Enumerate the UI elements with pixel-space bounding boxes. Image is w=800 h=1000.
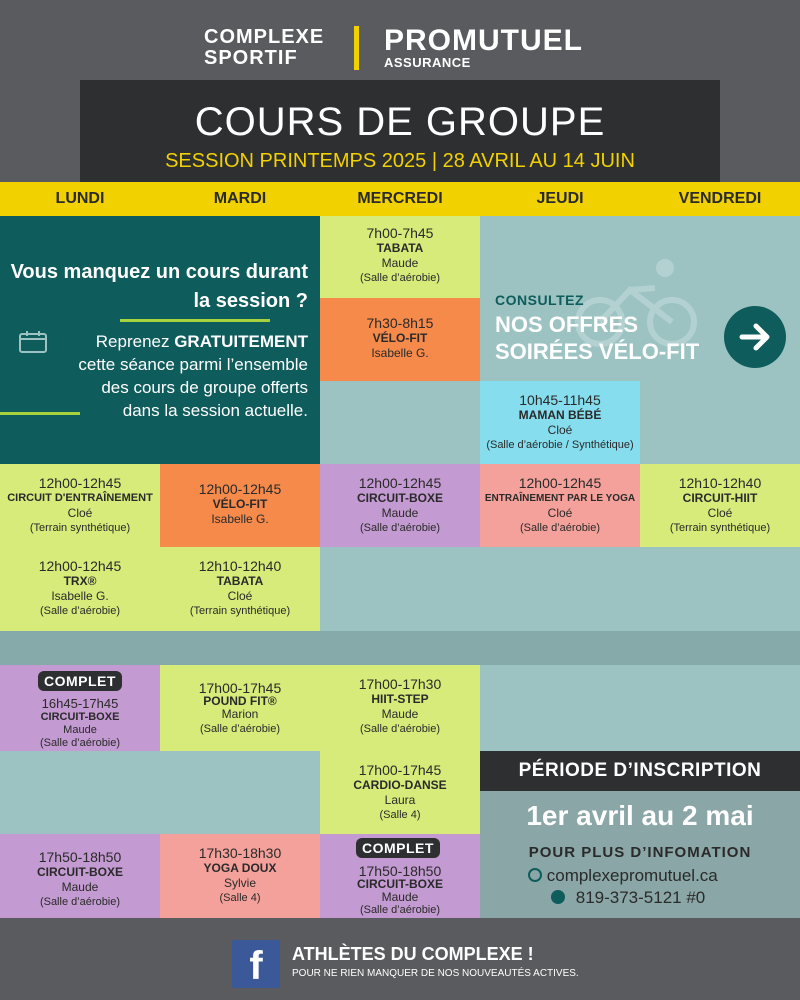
class-time: 17h00-17h30 [358,676,442,692]
logo-left-line-2: SPORTIF [204,47,298,69]
class-room: (Salle d’aérobie) [359,522,441,534]
class-coach: Sylvie [223,876,256,890]
class-coach: Cloé [707,506,733,520]
class-cell[interactable] [0,834,160,918]
promo-lead: Reprenez [95,332,175,351]
class-cell[interactable] [320,298,480,381]
class-name: POUND FIT® [203,694,277,708]
arrow-right-icon [724,306,786,368]
day-vendredi: VENDREDI [678,190,762,207]
offer-label: CONSULTEZ [495,292,585,308]
promo-lead-bold: GRATUITEMENT [174,332,308,351]
class-room: (Salle d’aérobie) [199,723,281,735]
class-cell[interactable] [480,381,640,464]
class-time: 12h10-12h40 [198,558,282,574]
logo-complexe-sportif [204,27,324,69]
registration-date: 1er avril au 2 mai [526,800,754,831]
day-mercredi: MERCREDI [357,190,443,207]
class-room: (Salle 4) [379,809,421,821]
promo-body [0,330,308,422]
day-jeudi: JEUDI [536,190,584,207]
class-time: 17h50-18h50 [358,863,442,879]
class-cell[interactable] [160,665,320,751]
phone-icon [551,890,565,904]
logo-left-line-1: COMPLEXE [204,26,325,48]
globe-icon [528,868,542,882]
class-name: VÉLO-FIT [372,331,428,345]
phone-row[interactable] [551,888,705,908]
class-time: 12h00-12h45 [198,481,282,497]
class-room: (Salle 4) [219,892,261,904]
logo-promutuel: PROMUTUEL [384,24,583,57]
complet-badge: COMPLET [356,838,440,858]
footer-title[interactable]: ATHLÈTES DU COMPLEXE ! [292,944,534,964]
class-name: CARDIO-DANSE [353,778,447,792]
class-cell[interactable] [0,547,160,631]
class-cell[interactable] [0,464,160,547]
complet-badge: COMPLET [38,671,122,691]
class-room: (Terrain synthétique) [669,522,771,534]
facebook-icon[interactable]: f [232,940,280,988]
class-name: CIRCUIT-BOXE [40,711,120,723]
promo-underline [120,319,270,322]
class-cell[interactable] [320,665,480,751]
class-name: CIRCUIT D'ENTRAÎNEMENT [7,492,153,504]
class-coach: Maude [381,256,419,270]
logo-assurance: ASSURANCE [384,55,471,70]
class-coach: Isabelle G. [211,512,269,526]
day-lundi: LUNDI [55,190,105,207]
class-room: (Salle d’aérobie) [39,737,121,749]
class-room: (Salle d’aérobie) [519,522,601,534]
class-time: 12h00-12h45 [358,475,442,491]
class-cell[interactable] [320,751,480,834]
class-name: CIRCUIT-BOXE [356,877,443,891]
class-room: (Salle d’aérobie) [359,723,441,735]
class-time: 17h30-18h30 [198,845,282,861]
class-time: 12h00-12h45 [518,475,602,491]
registration-info-label: POUR PLUS D’INFOMATION [528,844,752,861]
promo-question: Vous manquez un cours durant la session ? [10,261,308,312]
footer-subtitle: POUR NE RIEN MANQUER DE NOS NOUVEAUTÉS ACTIVES. [292,968,579,979]
class-name: MAMAN BÉBÉ [518,408,602,422]
class-coach: Cloé [227,589,253,603]
class-time: 16h45-17h45 [41,696,119,711]
day-mardi: MARDI [213,190,267,207]
class-name: CIRCUIT-BOXE [356,491,443,505]
class-room: (Salle d’aérobie) [359,904,441,916]
class-name: HIIT-STEP [371,692,429,706]
class-time: 17h00-17h45 [358,762,442,778]
class-room: (Salle d’aérobie) [39,896,121,908]
class-cell[interactable] [320,464,480,547]
class-coach: Maude [381,890,419,904]
class-time: 17h00-17h45 [198,680,282,696]
class-time: 17h50-18h50 [38,849,122,865]
offer-arrow-button[interactable] [724,306,786,368]
class-cell[interactable] [160,464,320,547]
class-coach: Maude [63,724,97,736]
page-title: COURS DE GROUPE [194,100,606,144]
midday-separator [0,631,800,665]
class-name: TRX® [63,574,97,588]
offer-title[interactable]: NOS OFFRES SOIRÉES VÉLO-FIT [495,312,700,364]
class-time: 12h00-12h45 [38,475,122,491]
class-room: (Salle d’aérobie / Synthétique) [486,439,634,451]
class-coach: Laura [384,793,416,807]
phone-number[interactable]: 819-373-5121 #0 [575,888,706,907]
class-cell[interactable] [160,834,320,918]
class-name: CIRCUIT-HIIT [682,491,758,505]
class-time: 7h00-7h45 [366,225,434,241]
website-link[interactable]: complexepromutuel.ca [546,866,718,885]
class-room: (Salle d’aérobie) [39,605,121,617]
class-coach: Maude [61,880,99,894]
class-coach: Isabelle G. [51,589,109,603]
class-name: CIRCUIT-BOXE [36,865,123,879]
class-time: 12h00-12h45 [38,558,122,574]
class-name: TABATA [216,574,264,588]
class-coach: Cloé [67,506,93,520]
logo-divider [354,26,359,70]
class-coach: Maude [381,707,419,721]
class-room: (Terrain synthétique) [29,522,131,534]
class-cell[interactable] [480,464,640,547]
class-cell[interactable] [160,547,320,631]
page-subtitle: SESSION PRINTEMPS 2025 | 28 AVRIL AU 14 JUIN [165,150,635,172]
class-cell[interactable] [640,464,800,547]
class-coach: Maude [381,506,419,520]
class-name: TABATA [376,241,424,255]
class-name: VÉLO-FIT [212,497,268,511]
class-coach: Cloé [547,423,573,437]
class-coach: Isabelle G. [371,346,429,360]
class-coach: Cloé [547,506,573,520]
promo-rule [0,412,80,415]
website-row[interactable] [528,866,718,886]
registration-heading: PÉRIODE D’INSCRIPTION [480,751,800,791]
class-time: 10h45-11h45 [519,392,601,408]
class-name: YOGA DOUX [203,861,277,875]
class-room: (Terrain synthétique) [189,605,291,617]
class-time: 12h10-12h40 [678,475,762,491]
class-cell[interactable] [320,216,480,298]
class-coach: Marion [221,707,259,721]
class-name: ENTRAÎNEMENT PAR LE YOGA [484,493,636,504]
promo-text: cette séance parmi l’ensemble des cours de groupe offerts dans la session actuelle. [78,355,308,420]
class-time: 7h30-8h15 [366,315,434,331]
class-room: (Salle d’aérobie) [359,272,441,284]
